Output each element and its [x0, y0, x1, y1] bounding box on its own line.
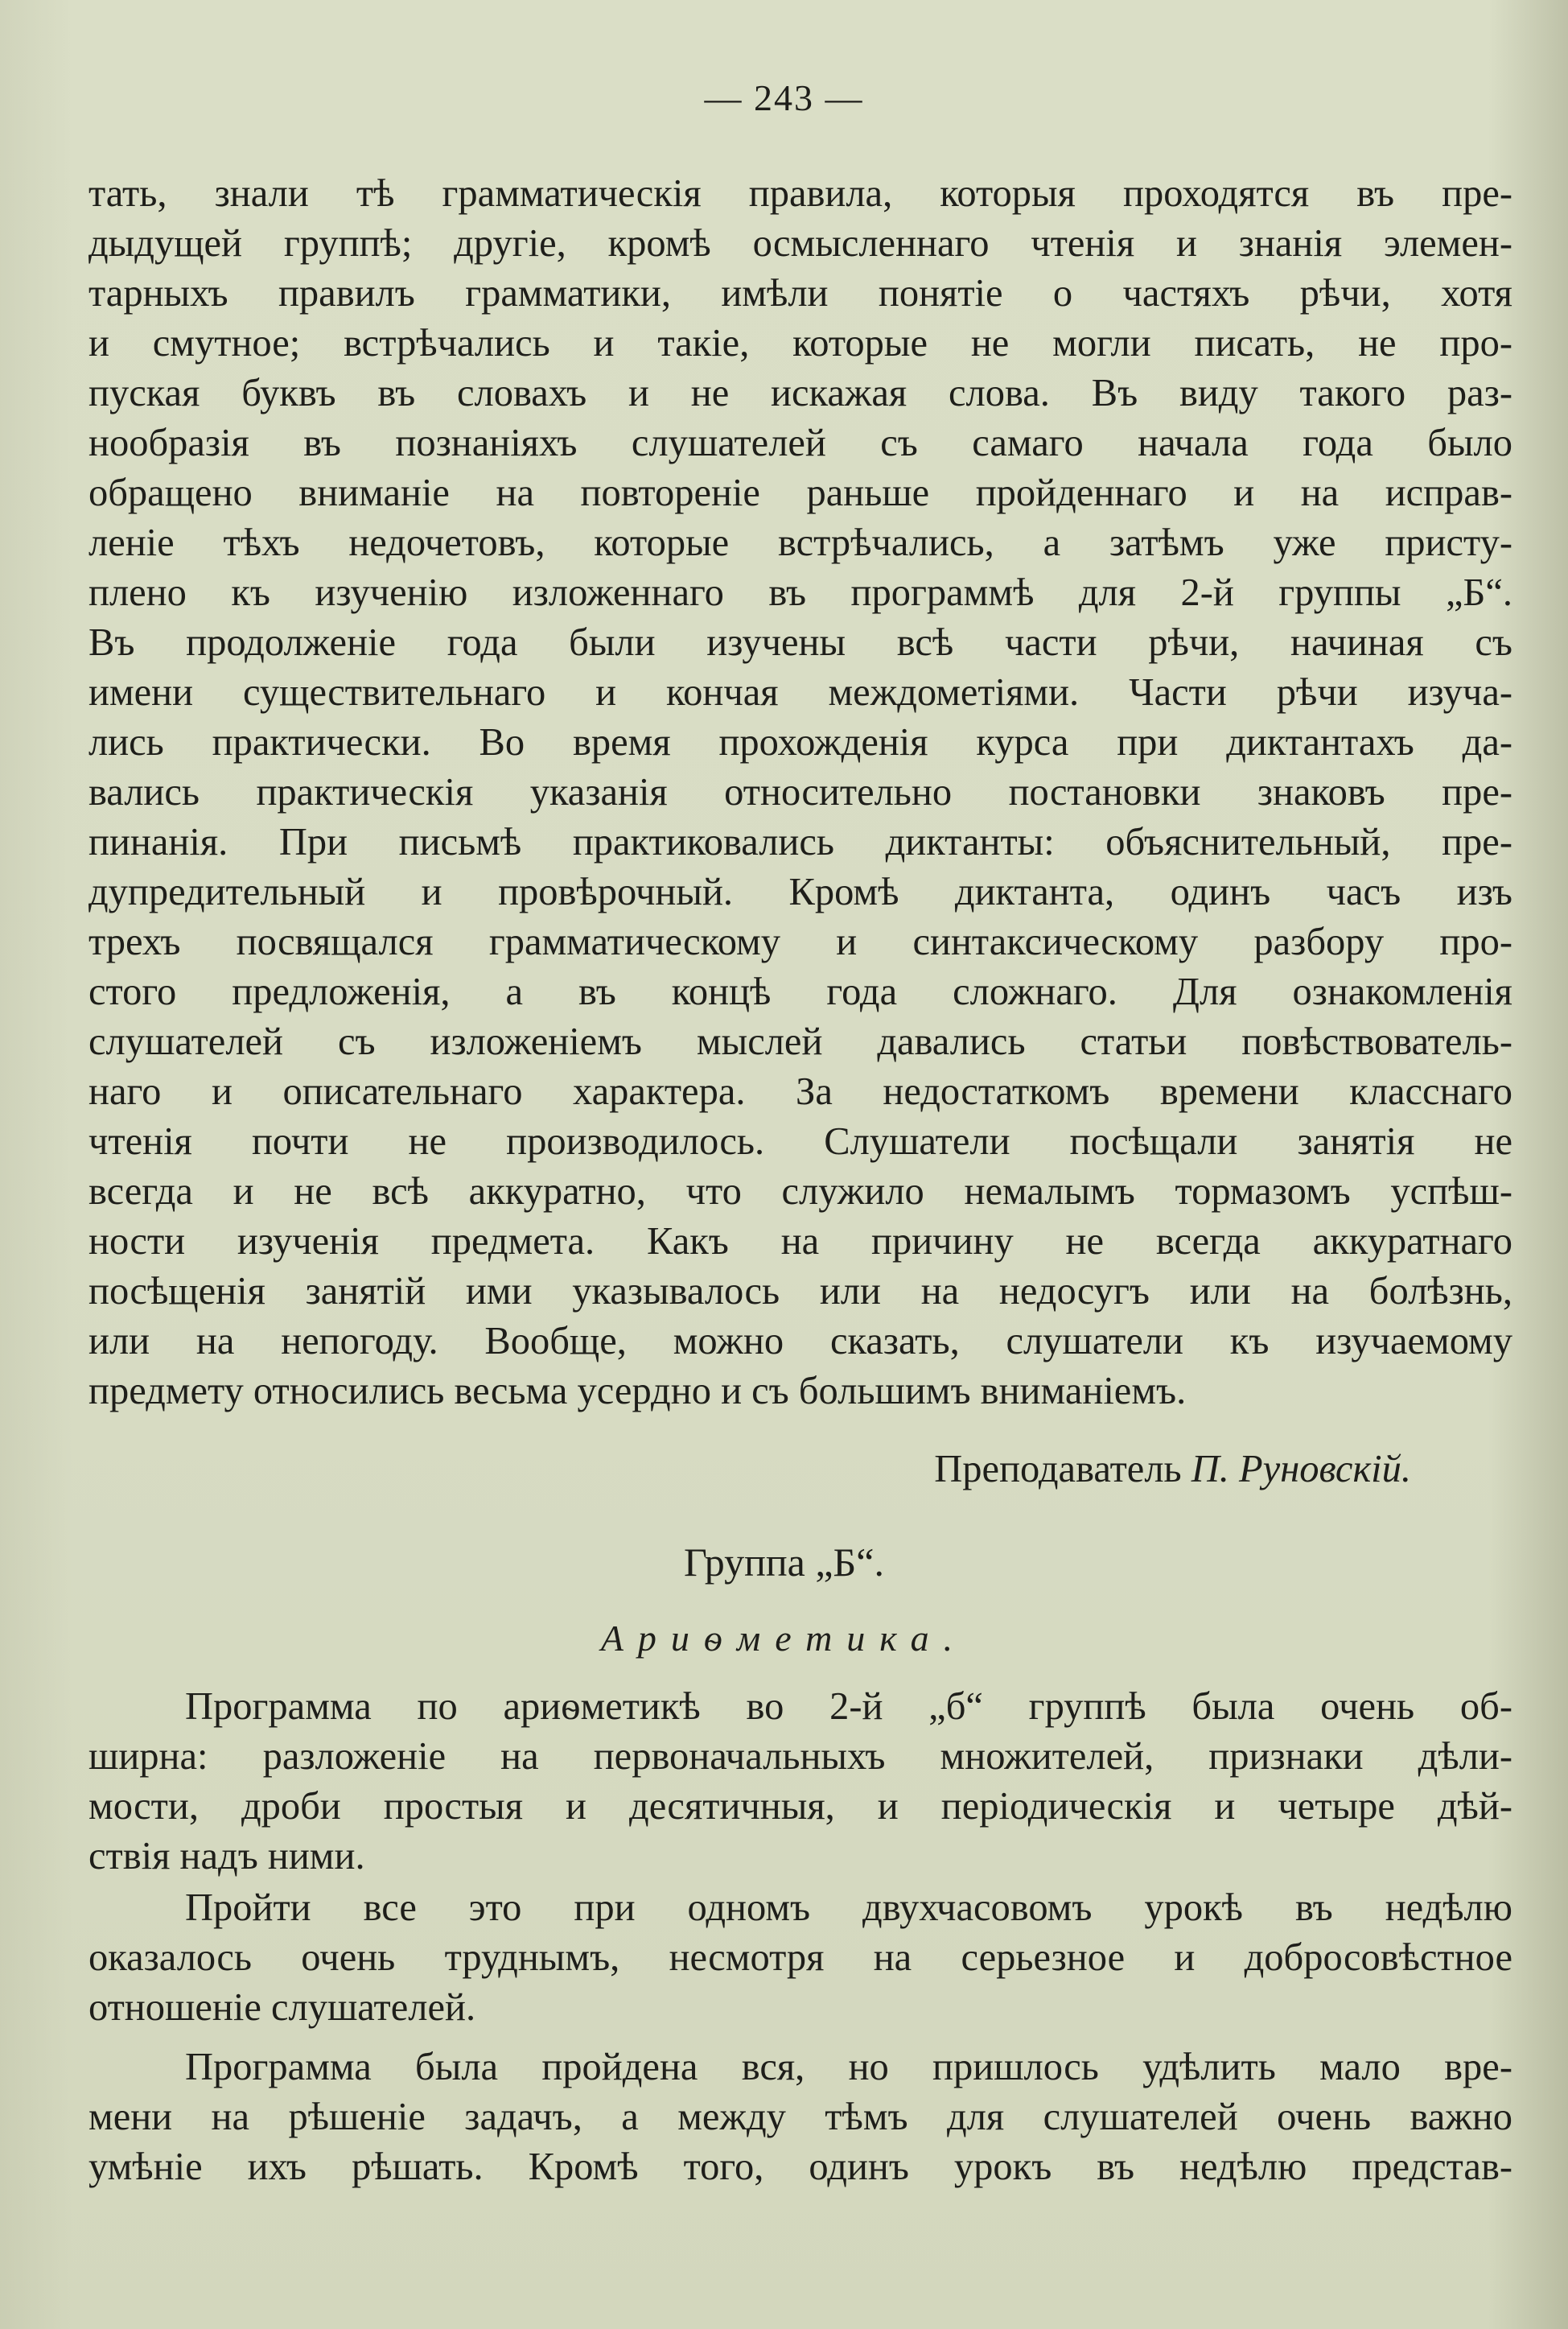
paragraph-program-completion [88, 2043, 1512, 2192]
paragraph-russian-language-report [88, 169, 1512, 1416]
text-line: предмету относились весьма усердно и съ большимъ вниманіемъ. [88, 1370, 1187, 1412]
text-line: имени существительнаго и кончая междометіями. Части рѣчи изуча- [88, 671, 1512, 714]
text-line: Пройти все это при одномъ двухчасовомъ урокѣ въ недѣлю [185, 1886, 1512, 1929]
text-line: пинанія. При письмѣ практиковались диктанты: объяснительный, пре- [88, 821, 1512, 864]
text-line: трехъ посвящался грамматическому и синтаксическому разбору про- [88, 921, 1512, 963]
text-line: ширна: разложеніе на первоначальныхъ множителей, признаки дѣли- [88, 1735, 1512, 1778]
text-line: мени на рѣшеніе задачъ, а между тѣмъ для слушателей очень важно [88, 2096, 1512, 2138]
text-line: дупредительный и провѣрочный. Кромѣ диктанта, одинъ часъ изъ [88, 871, 1512, 913]
teacher-signature [934, 1445, 1411, 1494]
text-line: стого предложенія, а въ концѣ года сложнаго. Для ознакомленія [88, 971, 1512, 1013]
text-line: тарныхъ правилъ грамматики, имѣли понятіе о частяхъ рѣчи, хотя [88, 272, 1512, 315]
text-line: умѣніе ихъ рѣшать. Кромѣ того, одинъ урокъ въ недѣлю представ- [88, 2146, 1512, 2188]
text-line: Программа была пройдена вся, но пришлось удѣлить мало вре- [185, 2046, 1512, 2088]
text-line: слушателей съ изложеніемъ мыслей давались статьи повѣствователь- [88, 1020, 1512, 1063]
text-line: обращено вниманіе на повтореніе раньше пройденнаго и на исправ- [88, 472, 1512, 514]
signature-role: Преподаватель [934, 1448, 1182, 1490]
paragraph-difficulty [88, 1883, 1512, 2033]
text-line: мости, дроби простыя и десятичныя, и періодическія и четыре дѣй- [88, 1785, 1512, 1828]
text-line: чтенія почти не производилось. Слушатели посѣщали занятія не [88, 1120, 1512, 1163]
text-line: отношеніе слушателей. [88, 1986, 476, 2029]
text-line: посѣщенія занятій ими указывалось или на недосугъ или на болѣзнь, [88, 1270, 1512, 1313]
group-heading: Группа „Б“. [684, 1540, 884, 1585]
text-line: плено къ изученію изложеннаго въ программѣ для 2-й группы „Б“. [88, 571, 1512, 614]
text-line: нообразія въ познаніяхъ слушателей съ самаго начала года было [88, 422, 1512, 464]
text-line: тать, знали тѣ грамматическія правила, которыя проходятся въ пре- [88, 172, 1512, 215]
text-line: ности изученія предмета. Какъ на причину не всегда аккуратнаго [88, 1220, 1512, 1263]
signature-name: П. Руновскій. [1191, 1448, 1411, 1490]
text-line: оказалось очень труднымъ, несмотря на серьезное и добросовѣстное [88, 1936, 1512, 1979]
text-line: пуская буквъ въ словахъ и не искажая слова. Въ виду такого раз- [88, 372, 1512, 414]
text-line: вались практическія указанія относительно постановки знаковъ пре- [88, 771, 1512, 814]
text-line: лись практически. Во время прохожденія курса при диктантахъ да- [88, 721, 1512, 764]
text-line: Въ продолженіе года были изучены всѣ части рѣчи, начиная съ [88, 621, 1512, 664]
text-line: всегда и не всѣ аккуратно, что служило немалымъ тормазомъ успѣш- [88, 1170, 1512, 1213]
text-line: наго и описательнаго характера. За недостаткомъ времени класснаго [88, 1070, 1512, 1113]
text-line: Программа по ариѳметикѣ во 2-й „б“ группѣ была очень об- [185, 1685, 1512, 1728]
page-number: — 243 — [704, 77, 864, 118]
text-line: или на непогоду. Вообще, можно сказать, слушатели къ изучаемому [88, 1320, 1512, 1362]
subject-heading: Ариѳметика. [600, 1618, 968, 1659]
text-line: и смутное; встрѣчались и такіе, которые не могли писать, не про- [88, 322, 1512, 365]
paragraph-arithmetic-program [88, 1682, 1512, 1882]
text-line: дыдущей группѣ; другіе, кромѣ осмысленнаго чтенія и знанія элемен- [88, 222, 1512, 265]
text-line: ствія надъ ними. [88, 1835, 365, 1878]
text-line: леніе тѣхъ недочетовъ, которые встрѣчались, а затѣмъ уже присту- [88, 521, 1512, 564]
